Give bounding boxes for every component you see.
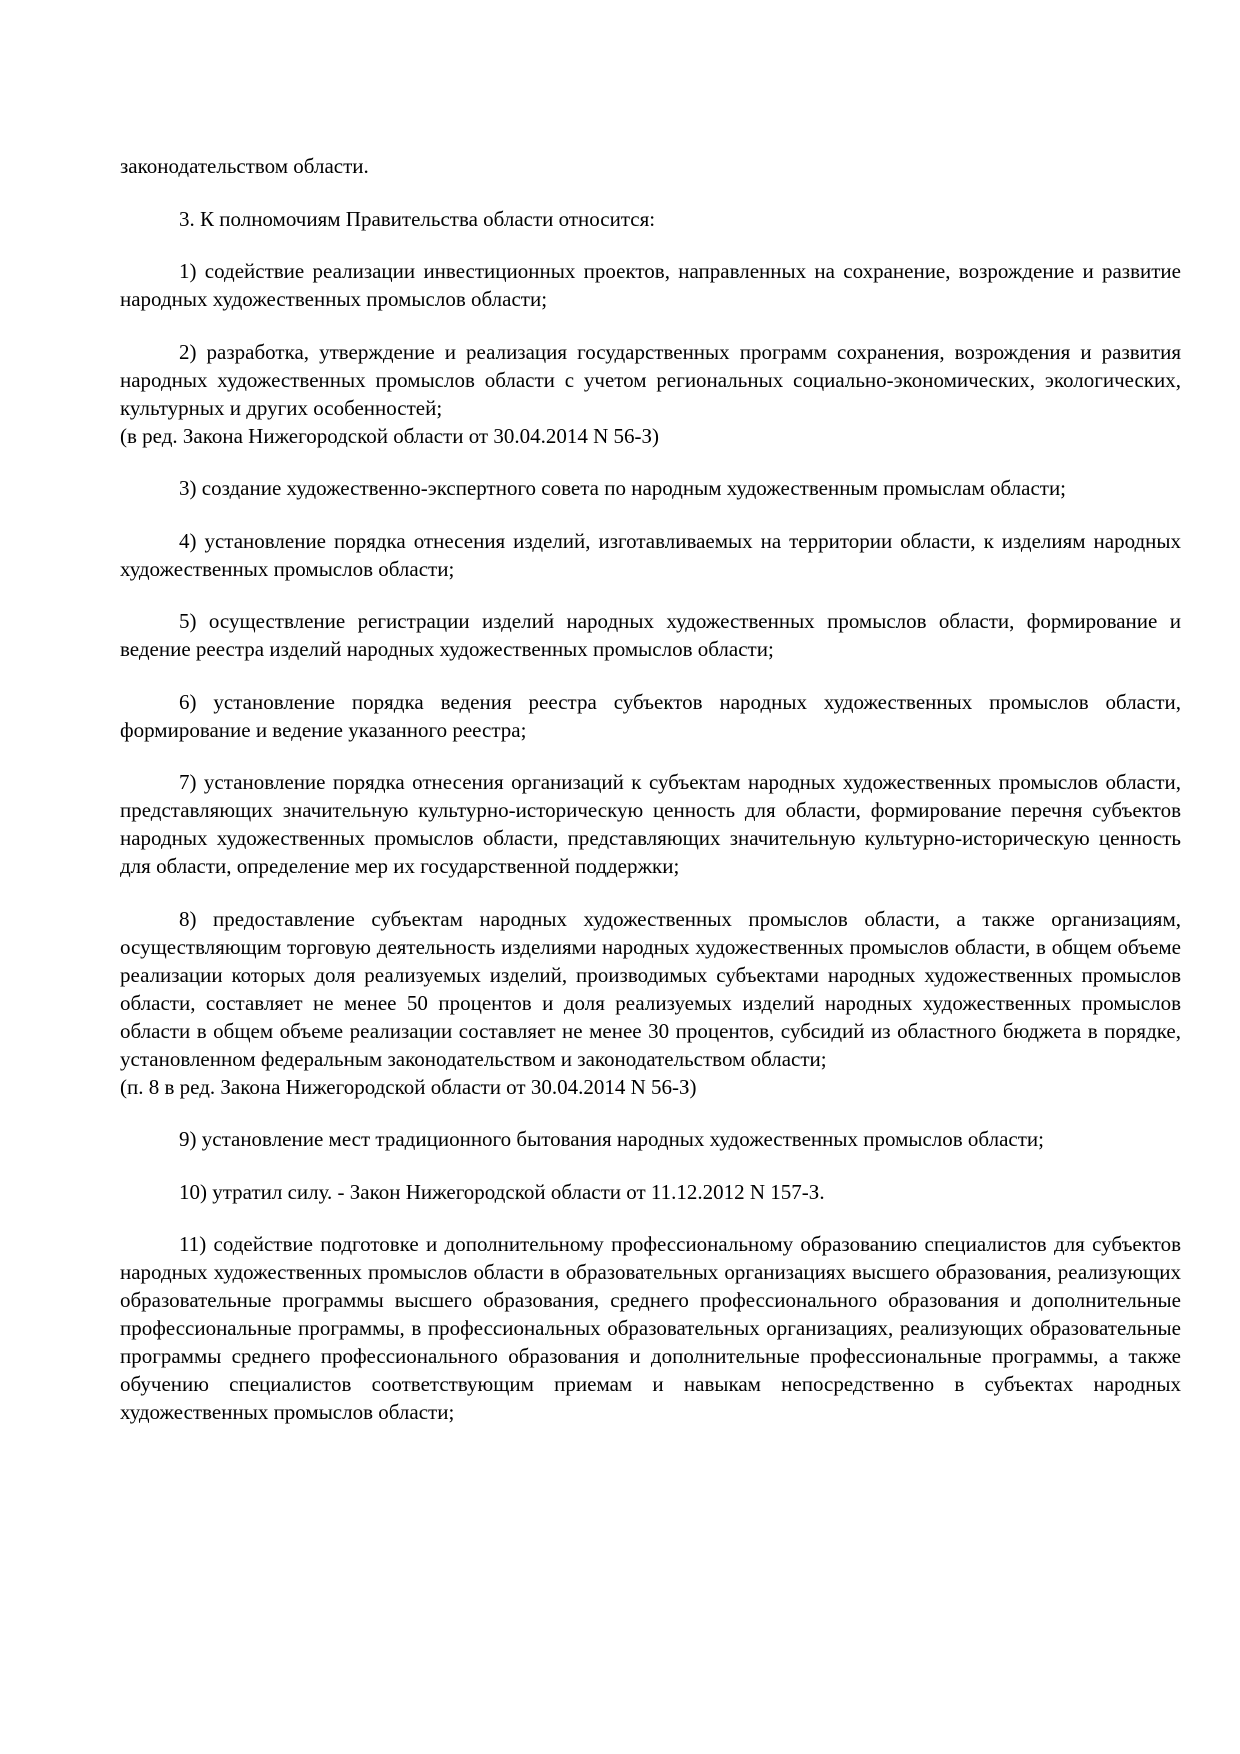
- paragraph-text: 3) создание художественно-экспертного совета по народным художественным промыслам области;: [179, 476, 1067, 500]
- paragraph: [120, 1178, 1181, 1206]
- paragraph-text: 3. К полномочиям Правительства области относится:: [179, 206, 656, 231]
- paragraph: [120, 527, 1181, 583]
- paragraph-text: 4) установление порядка отнесения изделий, изготавливаемых на территории области, к изделиям народных художественных промыслов области;: [120, 528, 1181, 581]
- amendment-note: (в ред. Закона Нижегородской области от 30.04.2014 N 56-З): [120, 423, 660, 448]
- paragraph: [120, 768, 1181, 880]
- paragraph: [120, 257, 1181, 313]
- paragraph: [120, 152, 1181, 180]
- paragraph: [120, 905, 1181, 1101]
- paragraph-text: 10) утратил силу. - Закон Нижегородской области от 11.12.2012 N 157-З.: [179, 1179, 825, 1204]
- paragraph-text: законодательством области.: [120, 154, 369, 178]
- amendment-note: (п. 8 в ред. Закона Нижегородской области от 30.04.2014 N 56-З): [120, 1074, 697, 1099]
- paragraph-text: 5) осуществление регистрации изделий народных художественных промыслов области, формирование и ведение реестра изделий народных художественных промыслов области;: [120, 609, 1181, 661]
- paragraph: [120, 1125, 1181, 1153]
- paragraph: [120, 607, 1181, 663]
- paragraph-text: 11) содействие подготовке и дополнительному профессиональному образованию специалистов для субъектов народных художественных промыслов области в образовательных организациях высшего образования, реализующих образовательные программы высшего образования, среднего профессионального образования и дополнительные профессиональные программы, в профессиональных образовательных организациях, реализующих образовательные программы среднего профессионального образования и дополнительные профессиональные программы, а также обучению специалистов соответствующим приемам и навыкам непосредственно в субъектах народных художественных промыслов области;: [120, 1232, 1181, 1424]
- paragraph: [120, 338, 1181, 450]
- paragraph-text: 2) разработка, утверждение и реализация государственных программ сохранения, возрождения и развития народных художественных промыслов области с учетом региональных социально-экономических, экологических, культурных и других особенностей;: [120, 339, 1181, 420]
- paragraph: [120, 688, 1181, 744]
- paragraph-text: 6) установление порядка ведения реестра субъектов народных художественных промыслов области, формирование и ведение указанного реестра;: [120, 689, 1181, 742]
- paragraph-text: 7) установление порядка отнесения организаций к субъектам народных художественных промыслов области, представляющих значительную культурно-историческую ценность для области, формирование перечня субъектов народных художественных промыслов области, представляющих значительную культурно-историческую ценность для области, определение мер их государственной поддержки;: [120, 770, 1181, 878]
- paragraph: [120, 205, 1181, 233]
- document-page: [120, 152, 1181, 1451]
- paragraph: [120, 1230, 1181, 1426]
- paragraph-text: 8) предоставление субъектам народных художественных промыслов области, а также организациям, осуществляющим торговую деятельность изделиями народных художественных промыслов области, в общем объеме реализации которых доля реализуемых изделий, производимых субъектами народных художественных промыслов области, составляет не менее 50 процентов и доля реализуемых изделий народных художественных промыслов области в общем объеме реализации составляет не менее 30 процентов, субсидий из областного бюджета в порядке, установленном федеральным законодательством и законодательством области;: [120, 906, 1181, 1071]
- paragraph-text: 1) содействие реализации инвестиционных проектов, направленных на сохранение, возрождение и развитие народных художественных промыслов области;: [120, 259, 1181, 311]
- paragraph-text: 9) установление мест традиционного бытования народных художественных промыслов области;: [179, 1127, 1044, 1151]
- paragraph: [120, 474, 1181, 502]
